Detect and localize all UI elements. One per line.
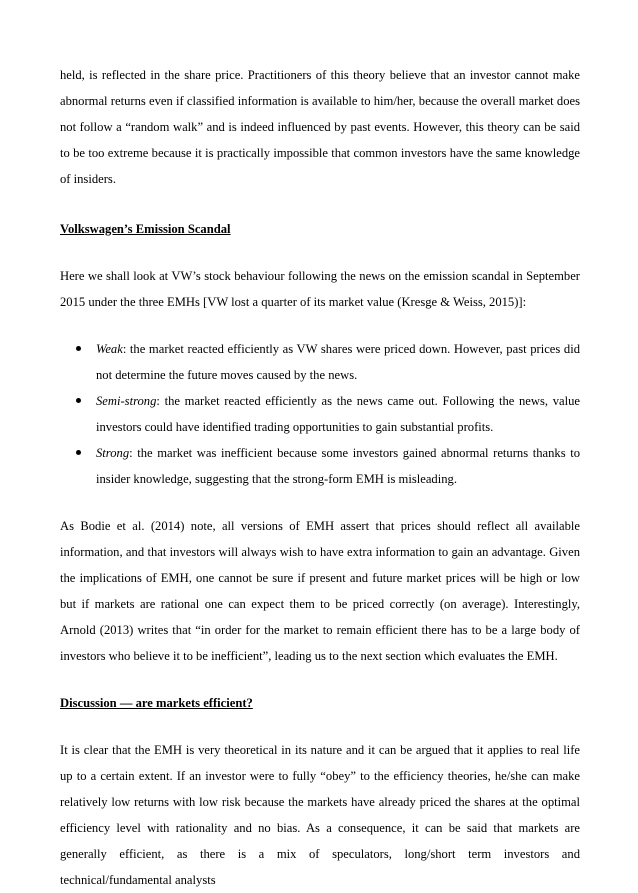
bullet-item-semi-strong bbox=[60, 388, 580, 440]
paragraph-theoretical: It is clear that the EMH is very theoretical in its nature and it can be argued that it applies to real life up to a certain extent. If an investor were to fully “obey” to the efficiency theories, he/she can make relatively low returns with low risk because the markets have already priced the shares at the optimal efficiency level with rationality and no bias. As a consequence, it can be said that markets are generally efficient, as there is a mix of speculators, long/short term investors and technical/fundamental analysts bbox=[60, 743, 580, 887]
paragraph-vw-stock: Here we shall look at VW’s stock behaviour following the news on the emission scandal in September 2015 under the three EMHs [VW lost a quarter of its market value (Kresge & Weiss, 2015)]: bbox=[60, 269, 580, 309]
spacer bbox=[60, 192, 580, 216]
section-heading-volkswagen: Volkswagen’s Emission Scandal bbox=[60, 222, 231, 236]
bullet-text: : the market was inefficient because some investors gained abnormal returns thanks to insider knowledge, suggesting that the strong-form EMH is misleading. bbox=[96, 446, 580, 486]
spacer bbox=[60, 669, 580, 690]
spacer bbox=[60, 492, 580, 513]
bullet-icon bbox=[76, 450, 81, 455]
bullet-text: : the market reacted efficiently as VW shares were priced down. However, past prices did not determine the future moves caused by the news. bbox=[96, 342, 580, 382]
bullet-item-weak bbox=[60, 336, 580, 388]
bullet-item-strong bbox=[60, 440, 580, 492]
section-heading-discussion: Discussion — are markets efficient? bbox=[60, 696, 253, 710]
bullet-icon bbox=[76, 346, 81, 351]
spacer bbox=[60, 242, 580, 263]
spacer bbox=[60, 315, 580, 336]
paragraph-insiders: held, is reflected in the share price. Practitioners of this theory believe that an investor cannot make abnormal returns even if classified information is available to him/her, because the overall market does not follow a “random walk” and is indeed influenced by past events. However, this theory can be said to be too extreme because it is practically impossible that common investors have the same knowledge of insiders. bbox=[60, 68, 580, 186]
emh-bullet-list bbox=[60, 336, 580, 492]
bullet-term: Weak bbox=[96, 342, 123, 356]
bullet-term: Semi-strong bbox=[96, 394, 157, 408]
bullet-term: Strong bbox=[96, 446, 130, 460]
bullet-icon bbox=[76, 398, 81, 403]
document-page bbox=[60, 62, 580, 893]
bullet-text: : the market reacted efficiently as the news came out. Following the news, value investors could have identified trading opportunities to gain substantial profits. bbox=[96, 394, 580, 434]
paragraph-bodie: As Bodie et al. (2014) note, all versions of EMH assert that prices should reflect all available information, and that investors will always wish to have extra information to gain an advantage. Given the implications of EMH, one cannot be sure if present and future market prices will be high or low but if markets are rational one can expect them to be priced correctly (on average). Interestingly, Arnold (2013) writes that “in order for the market to remain efficient there has to be a large body of investors who believe it to be inefficient”, leading us to the next section which evaluates the EMH. bbox=[60, 519, 580, 663]
spacer bbox=[60, 716, 580, 737]
